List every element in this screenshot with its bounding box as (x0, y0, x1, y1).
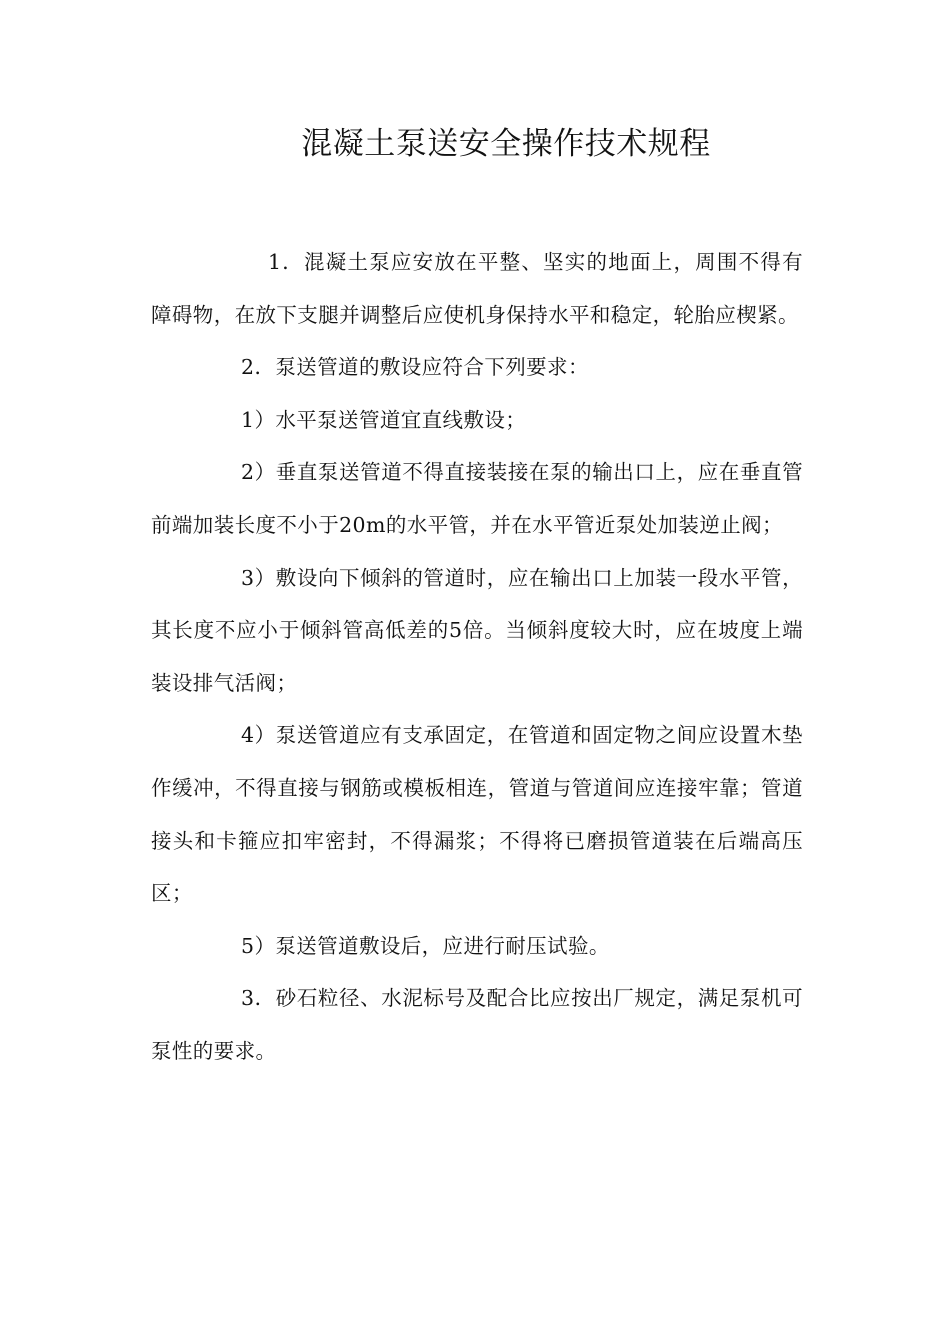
paragraph-6: 4）泵送管道应有支承固定，在管道和固定物之间应设置木垫作缓冲，不得直接与钢筋或模板相连，管道与管道间应连接牢靠；管道接头和卡箍应扣牢密封，不得漏浆；不得将已磨损管道装在后端高压区； (151, 723, 803, 906)
paragraph-3: 1）水平泵送管道宜直线敷设； (241, 407, 527, 432)
paragraph-7: 5）泵送管道敷设后，应进行耐压试验。 (241, 933, 610, 958)
paragraph-1: 1．混凝土泵应安放在平整、坚实的地面上，周围不得有障碍物，在放下支腿并调整后应使机身保持水平和稳定，轮胎应楔紧。 (151, 250, 803, 327)
paragraph-8: 3．砂石粒径、水泥标号及配合比应按出厂规定，满足泵机可泵性的要求。 (151, 986, 803, 1063)
document-body (151, 236, 803, 1078)
document-title: 混凝土泵送安全操作技术规程 (301, 126, 711, 162)
paragraph-5: 3）敷设向下倾斜的管道时，应在输出口上加装一段水平管，其长度不应小于倾斜管高低差的5倍。当倾斜度较大时，应在坡度上端装设排气活阀； (151, 565, 803, 695)
paragraph-2: 2．泵送管道的敷设应符合下列要求： (241, 355, 589, 380)
paragraph-4: 2）垂直泵送管道不得直接装接在泵的输出口上，应在垂直管前端加装长度不小于20m的水平管，并在水平管近泵处加装逆止阀； (151, 460, 803, 537)
